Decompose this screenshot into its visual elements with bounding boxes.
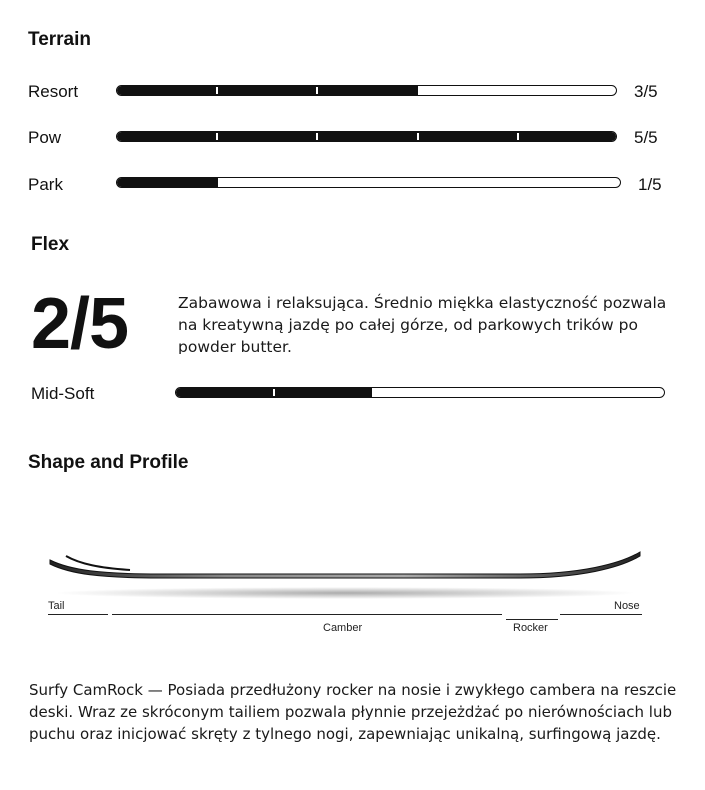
bar-tick <box>216 87 218 94</box>
bar-fill <box>117 178 218 187</box>
flex-description: Zabawowa i relaksująca. Średnio miękka elastyczność pozwala na kreatywną jazdę po całej górze, od parkowych trików po powder butter. <box>178 294 667 354</box>
terrain-bar-pow <box>116 131 617 142</box>
board-profile-illustration <box>40 540 650 610</box>
bar-tick <box>316 133 318 140</box>
rocker-rule <box>506 619 558 620</box>
flex-bar <box>175 387 665 398</box>
shape-heading: Shape and Profile <box>28 452 189 473</box>
bar-fill <box>117 132 617 141</box>
camber-label: Camber <box>323 622 363 634</box>
bar-tick <box>216 133 218 140</box>
terrain-heading: Terrain <box>28 29 92 50</box>
nose-label: Nose <box>614 600 640 612</box>
bar-tick <box>517 133 519 140</box>
terrain-value-resort: 3/5 <box>634 82 658 101</box>
terrain-value-park: 1/5 <box>638 175 662 194</box>
tail-rule <box>48 614 108 615</box>
tail-label: Tail <box>48 600 65 612</box>
terrain-label-resort: Resort <box>28 82 79 101</box>
bar-tick <box>417 133 419 140</box>
terrain-bar-resort <box>116 85 617 96</box>
terrain-value-pow: 5/5 <box>634 128 658 147</box>
terrain-label-pow: Pow <box>28 128 62 147</box>
nose-rule <box>560 614 642 615</box>
bar-tick <box>273 389 275 396</box>
shape-description: Surfy CamRock — Posiada przedłużony rocker na nosie i zwykłego cambera na reszcie deski. Wraz ze skróconym tailiem pozwala płynnie przejeżdżać po nierównościach lub puchu oraz inicjować skręty z tylnego nogi, zapewniając unikalną, surfingową jazdę. <box>29 681 677 743</box>
board-shadow <box>55 587 635 599</box>
terrain-label-park: Park <box>28 175 63 194</box>
camber-rule <box>112 614 502 615</box>
bar-tick <box>316 87 318 94</box>
rocker-label: Rocker <box>513 622 548 634</box>
flex-heading: Flex <box>31 234 70 255</box>
board-shape <box>50 552 640 578</box>
terrain-bar-park <box>116 177 621 188</box>
flex-score: 2/5 <box>31 284 129 364</box>
flex-level-label: Mid-Soft <box>31 384 95 403</box>
bar-fill <box>117 86 418 95</box>
